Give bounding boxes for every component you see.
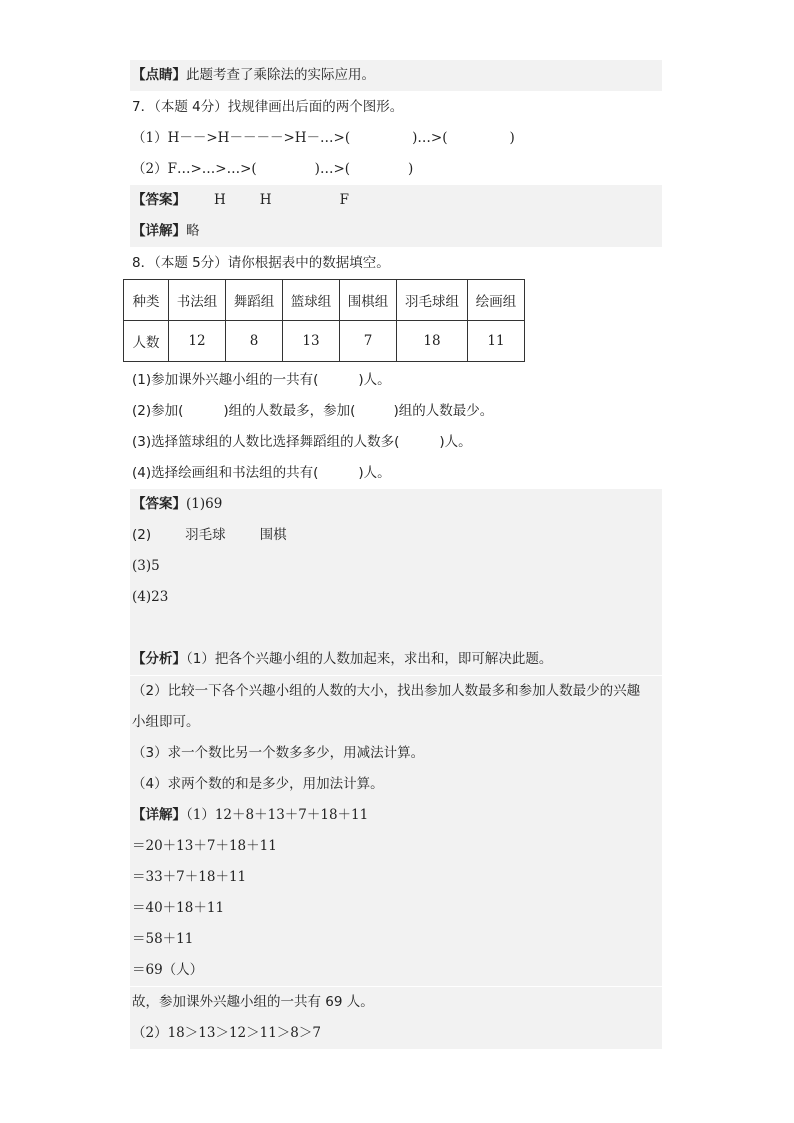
table-cell: 13 — [283, 321, 340, 362]
q8-question-2-a: (2)参加( — [132, 403, 184, 419]
data-table — [123, 279, 525, 362]
q7-answer-line — [130, 185, 662, 216]
q8-detail-line-2: ＝20＋13＋7＋18＋11 — [130, 831, 662, 862]
tip-tag: 【点睛】 — [132, 67, 186, 83]
table-cell: 12 — [169, 321, 226, 362]
table-cell: 7 — [340, 321, 397, 362]
q8-answer-line-2 — [130, 520, 662, 551]
q8-detail-line-6: ＝69（人） — [130, 955, 662, 986]
table-cell: 8 — [226, 321, 283, 362]
q8-answer-line-3: (3)5 — [130, 551, 662, 582]
q8-analysis-text-1: （1）把各个兴趣小组的人数加起来，求出和，即可解决此题。 — [186, 651, 553, 667]
q7-answer-2: H — [259, 192, 272, 208]
tip-line — [130, 60, 662, 91]
q7-line2 — [130, 154, 662, 185]
table-row — [124, 321, 525, 362]
q8-question-2-b: )组的人数最多，参加( — [223, 403, 356, 419]
q7-detail-line — [130, 216, 662, 247]
table-header-cell: 种类 — [124, 280, 169, 321]
q8-detail-line-1 — [130, 800, 662, 831]
table-header-row — [124, 280, 525, 321]
q8-question-4 — [130, 458, 662, 489]
q8-analysis-line-4: （3）求一个数比另一个数多多少，用减法计算。 — [130, 738, 662, 769]
q8-question-1 — [130, 365, 662, 396]
q8-question-4-a: (4)选择绘画组和书法组的共有( — [132, 465, 319, 481]
q8-question-2-c: )组的人数最少。 — [393, 403, 494, 419]
table-header-cell: 围棋组 — [340, 280, 397, 321]
q7-title: 7．（本题 4分）找规律画出后面的两个图形。 — [132, 99, 404, 115]
q7-detail-text: 略 — [186, 223, 200, 239]
q8-detail-text-1: （1）12＋8＋13＋7＋18＋11 — [186, 807, 369, 823]
q7-line2-part-c: ) — [408, 161, 414, 177]
q7-answer-3: F — [339, 192, 349, 208]
table-header-cell: 书法组 — [169, 280, 226, 321]
q7-line2-part-a: （2）F…>…>…>( — [132, 161, 257, 177]
q8-answer-2-max: 羽毛球 — [185, 527, 226, 543]
q8-detail-tag: 【详解】 — [132, 807, 186, 823]
table-cell: 18 — [397, 321, 468, 362]
q8-detail-line-5: ＝58＋11 — [130, 924, 662, 955]
q7-line2-part-b: )…>( — [314, 161, 351, 177]
q8-answer-line-1 — [130, 489, 662, 520]
q8-answer-2-min: 围棋 — [259, 527, 287, 543]
q8-question-3 — [130, 427, 662, 458]
q8-question-1-b: )人。 — [358, 372, 391, 388]
table-cell: 11 — [468, 321, 525, 362]
q7-line1-part-b: )…>( — [412, 130, 448, 146]
q8-answer-1: (1)69 — [186, 496, 223, 512]
q8-detail-line-7: 故，参加课外兴趣小组的一共有 69 人。 — [130, 987, 662, 1018]
q8-title: 8．（本题 5分）请你根据表中的数据填空。 — [132, 255, 390, 271]
q8-answer-line-4: (4)23 — [130, 582, 662, 613]
q8-analysis-line-2: （2）比较一下各个兴趣小组的人数的大小，找出参加人数最多和参加人数最少的兴趣 — [130, 676, 662, 707]
q8-question-3-b: )人。 — [439, 434, 472, 450]
q8-analysis-line-1 — [130, 644, 662, 675]
table-header-cell: 篮球组 — [283, 280, 340, 321]
q7-line1-part-a: （1）H－－>H－－－－>H－…>( — [132, 130, 351, 146]
q8-analysis-line-5: （4）求两个数的和是多少，用加法计算。 — [130, 769, 662, 800]
q8-question-3-a: (3)选择篮球组的人数比选择舞蹈组的人数多( — [132, 434, 400, 450]
table-header-cell: 舞蹈组 — [226, 280, 283, 321]
q8-detail-line-4: ＝40＋18＋11 — [130, 893, 662, 924]
q8-detail-line-3: ＝33＋7＋18＋11 — [130, 862, 662, 893]
blank-line — [130, 613, 662, 644]
q8-question-1-a: (1)参加课外兴趣小组的一共有( — [132, 372, 319, 388]
tip-text: 此题考查了乘除法的实际应用。 — [186, 67, 375, 83]
q8-analysis-tag: 【分析】 — [132, 651, 186, 667]
q7-detail-tag: 【详解】 — [132, 223, 186, 239]
q8-detail-line-8: （2）18＞13＞12＞11＞8＞7 — [130, 1018, 662, 1049]
q8-answer-tag: 【答案】 — [132, 496, 186, 512]
q7-line1-part-c: ) — [509, 130, 515, 146]
q8-analysis-line-3: 小组即可。 — [130, 707, 662, 738]
table-header-cell: 羽毛球组 — [397, 280, 468, 321]
q7-line1 — [130, 123, 662, 154]
q8-question-4-b: )人。 — [358, 465, 391, 481]
table-row-label: 人数 — [124, 321, 169, 362]
q7-answer-tag: 【答案】 — [132, 192, 186, 208]
table-header-cell: 绘画组 — [468, 280, 525, 321]
q7-answer-1: H — [214, 192, 226, 208]
q8-answer-2-label: (2) — [132, 527, 152, 543]
q8-question-2 — [130, 396, 662, 427]
